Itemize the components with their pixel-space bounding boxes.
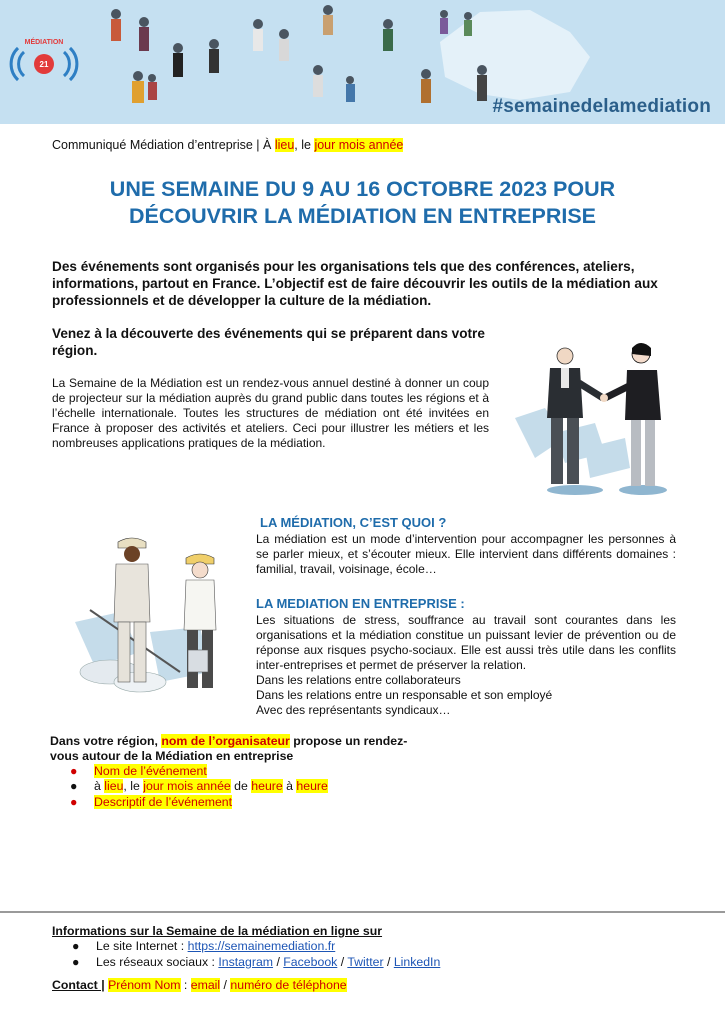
workers-illustration (70, 532, 245, 707)
text: à (94, 779, 105, 794)
text: de (230, 779, 252, 794)
title-line-1: UNE SEMAINE DU 9 AU 16 OCTOBRE 2023 POUR (109, 177, 616, 201)
placeholder-lieu: lieu (274, 138, 295, 152)
linkedin-link[interactable]: LinkedIn (393, 954, 441, 969)
site-label: Le site Internet : (96, 939, 188, 953)
region-intro (50, 734, 410, 764)
people-illustration (96, 0, 536, 124)
region-event-list (70, 764, 328, 810)
contact-line (52, 978, 347, 992)
hashtag: #semainedelamediation (492, 96, 711, 117)
communique-sep: , le (294, 138, 315, 152)
placeholder-date: jour mois année (314, 138, 404, 152)
section-line: Dans les relations entre collaborateurs (256, 673, 461, 687)
placeholder-description: Descriptif de l’événement (94, 794, 233, 809)
separator: / (383, 954, 394, 969)
venez-paragraph: Venez à la découverte des événements qui se préparent dans votre région. (52, 326, 485, 358)
section-text: Les situations de stress, souffrance au travail sont courantes dans les organisations et la médiation constitue un puissant levier de prévention ou de réponse aux risques psycho-sociaux. Elle est aussi très utile dans les conflits inter-entreprises et permet de préserver la relation. (256, 613, 676, 672)
page-title (40, 176, 685, 230)
placeholder-heure-start: heure (251, 779, 283, 794)
list-item (70, 795, 328, 810)
header-banner (0, 0, 725, 124)
section-mediation-entreprise (256, 596, 676, 718)
text: à (282, 779, 297, 794)
list-item (70, 779, 328, 794)
logo-text: MÉDIATION (24, 39, 64, 46)
bullet-icon: ● (70, 794, 78, 809)
section-line: Avec des représentants syndicaux… (256, 703, 451, 717)
placeholder-organisateur: nom de l’organisateur (161, 734, 290, 748)
site-link[interactable]: https://semainemediation.fr (187, 939, 336, 953)
placeholder-contact-name: Prénom Nom (108, 978, 181, 992)
placeholder-heure-end: heure (296, 779, 328, 794)
bullet-icon: ● (70, 764, 78, 778)
separator: / (220, 978, 231, 992)
section-heading: LA MEDIATION EN ENTREPRISE : (256, 596, 465, 611)
bullet-icon: ● (70, 779, 78, 794)
title-line-2: DÉCOUVRIR LA MÉDIATION EN ENTREPRISE (128, 204, 597, 228)
info-heading: Informations sur la Semaine de la médiation en ligne sur (52, 924, 383, 938)
instagram-link[interactable]: Instagram (218, 954, 274, 969)
logo-number: 21 (39, 60, 49, 69)
section-heading: LA MÉDIATION, C’EST QUOI ? (260, 515, 447, 530)
twitter-link[interactable]: Twitter (347, 954, 384, 969)
list-item (72, 939, 440, 955)
facebook-link[interactable]: Facebook (283, 954, 338, 969)
placeholder-date: jour mois année (143, 779, 231, 794)
bullet-icon: ● (72, 939, 80, 953)
intro-paragraph: Des événements sont organisés pour les organisations tels que des conférences, ateliers, informations, partout en France. L’objectif est de faire découvrir les outils de la médiation aux professionnels et de développer la culture de la médiation. (52, 259, 658, 308)
separator: / (273, 954, 284, 969)
section-text: La médiation est un mode d’intervention pour accompagner les personnes à se parler mieux, et s’écouter mieux. Elle intervient dans différents domaines : familial, travail, voisinage, école… (256, 532, 676, 576)
contact-label: Contact | (52, 978, 105, 992)
placeholder-contact-email: email (190, 978, 221, 992)
handshake-illustration (505, 338, 690, 503)
semaine-paragraph: La Semaine de la Médiation est un rendez-vous annuel destiné à donner un coup de projecteur sur la médiation auprès du grand public dans toutes les régions et à l’échelle internationale. Toutes les structures de médiation ont été invitées en France à proposer des activités et ateliers. Ceci pour illustrer les métiers et les nombreuses applications pratiques de la médiation. (52, 376, 489, 450)
separator: / (337, 954, 348, 969)
placeholder-contact-phone: numéro de téléphone (230, 978, 347, 992)
list-item (72, 955, 440, 971)
communique-line (52, 138, 403, 152)
placeholder-event-name: Nom de l’événement (94, 764, 207, 778)
info-list (72, 939, 440, 970)
bullet-icon: ● (72, 954, 80, 969)
separator: : (180, 978, 191, 992)
region-suffix: propose un rendez-vous autour de la Médiation en entreprise (50, 734, 408, 763)
placeholder-lieu: lieu (104, 779, 124, 794)
footer-divider (0, 911, 725, 913)
text: , le (123, 779, 144, 794)
list-item (70, 764, 328, 779)
section-line: Dans les relations entre un responsable et son employé (256, 688, 553, 702)
section-mediation-quoi (256, 515, 676, 577)
mediation-logo-icon (8, 36, 80, 88)
communique-prefix: Communiqué Médiation d’entreprise | À (52, 138, 275, 152)
region-prefix: Dans votre région, (50, 734, 162, 748)
social-label: Les réseaux sociaux : (96, 954, 219, 969)
